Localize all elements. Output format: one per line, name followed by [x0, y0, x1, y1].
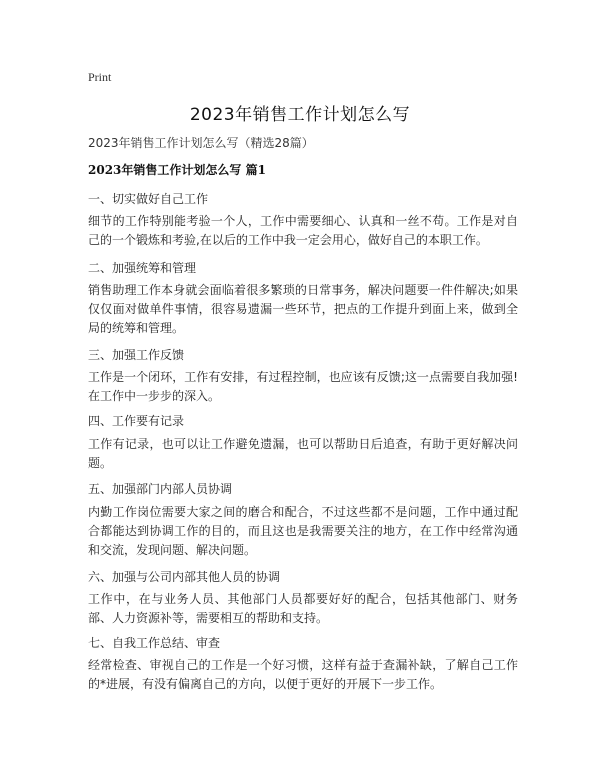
heading-2: 二、加强统筹和管理 — [88, 261, 197, 275]
paragraph-7: 经常检查、审视自己的工作是一个好习惯，这样有益于查漏补缺，了解自己工作的*进展，有没有偏离自己的方向，以便于更好的开展下一步工作。 — [88, 658, 518, 691]
heading-3: 三、加强工作反馈 — [88, 348, 185, 362]
document-subtitle: 2023年销售工作计划怎么写（精选28篇） — [88, 136, 314, 150]
paragraph-4: 工作有记录，也可以让工作避免遗漏，也可以帮助日后追查，有助于更好解决问题。 — [88, 437, 518, 470]
paragraph-6: 工作中，在与业务人员、其他部门人员都要好好的配合，包括其他部门、财务部、人力资源补等，需要相互的帮助和支持。 — [88, 592, 518, 625]
heading-5: 五、加强部门内部人员协调 — [88, 482, 233, 496]
document-title: 2023年销售工作计划怎么写 — [189, 105, 411, 125]
heading-4: 四、工作要有记录 — [88, 414, 185, 428]
heading-6: 六、加强与公司内部其他人员的协调 — [88, 570, 281, 584]
heading-1: 一、切实做好自己工作 — [88, 192, 209, 206]
paragraph-2: 销售助理工作本身就会面临着很多繁琐的日常事务，解决问题要一件件解决;如果仅仅面对做单件事情，很容易遗漏一些环节，把点的工作提升到面上来，做到全局的统筹和管理。 — [88, 283, 518, 335]
paragraph-5: 内勤工作岗位需要大家之间的磨合和配合，不过这些都不是问题，工作中通过配合都能达到协调工作的目的，而且这也是我需要关注的地方，在工作中经常沟通和交流，发现问题、解决问题。 — [88, 505, 518, 557]
paragraph-3: 工作是一个闭环，工作有安排，有过程控制，也应该有反馈;这一点需要自我加强!在工作中一步步的深入。 — [88, 370, 518, 403]
print-link[interactable]: Print — [88, 70, 112, 84]
section-title: 2023年销售工作计划怎么写 篇1 — [88, 163, 266, 177]
paragraph-1: 细节的工作特别能考验一个人，工作中需要细心、认真和一丝不苟。工作是对自己的一个锻炼和考验,在以后的工作中我一定会用心，做好自己的本职工作。 — [88, 214, 518, 247]
heading-7: 七、自我工作总结、审查 — [88, 636, 221, 650]
